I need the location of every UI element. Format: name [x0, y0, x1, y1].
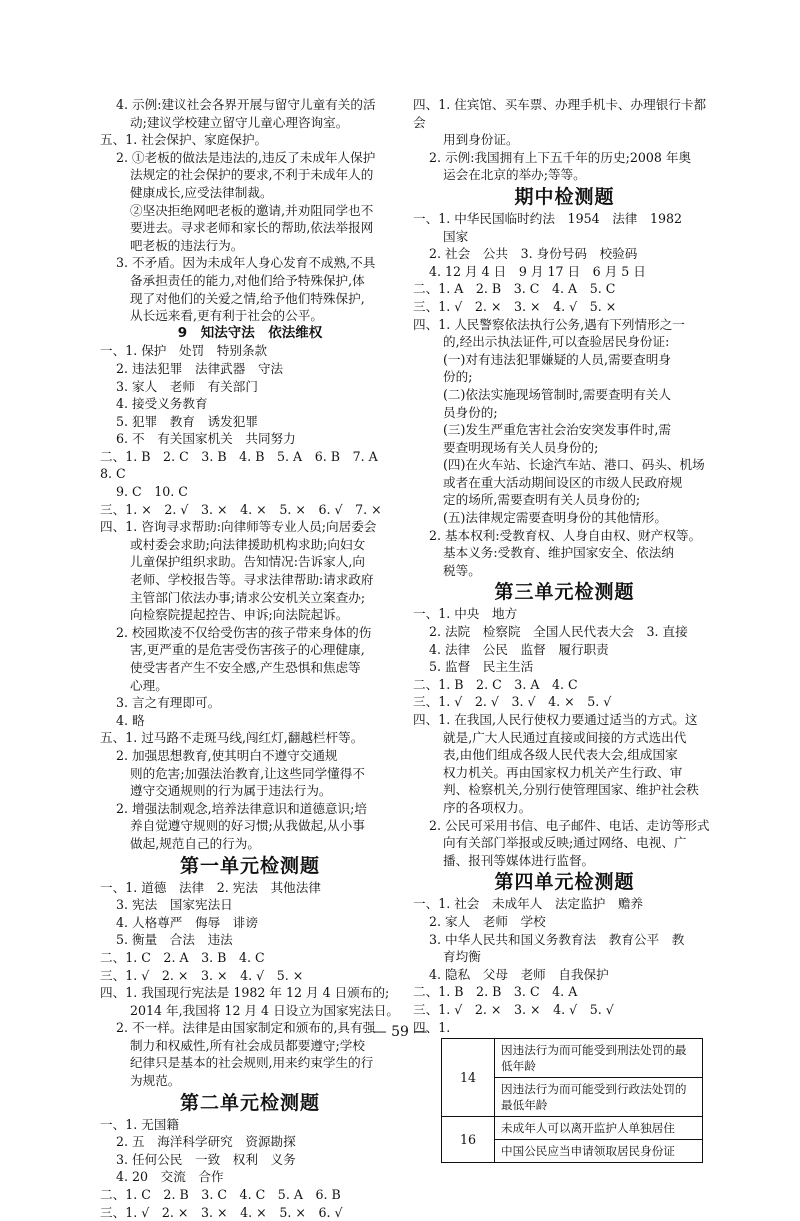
answer-line: 二、1. A 2. B 3. C 4. A 5. C	[413, 281, 616, 297]
answer-line: 四、1. 在我国,人民行使权力要通过适当的方式。这	[413, 712, 698, 727]
answer-line: 就是,广大人民通过直接或间接的方式选出代	[443, 729, 687, 745]
answer-line: 6. 不 有关国家机关 共同努力	[116, 431, 296, 447]
page-number: — 59 —	[372, 1024, 428, 1040]
answer-line: (二)依法实施现场管制时,需要查明有关人	[443, 386, 671, 402]
answer-line: 三、1. × 2. √ 3. × 4. × 5. × 6. √ 7. ×	[100, 501, 382, 517]
right-column-lines	[413, 96, 716, 1036]
answer-line: 2. 不一样。法律是由国家制定和颁布的,具有强	[116, 1020, 376, 1036]
answer-line: 向有关部门举报或反映;通过网络、电视、广	[443, 835, 687, 851]
answer-line: 3. 不矛盾。因为未成年人身心发育不成熟,不具	[116, 255, 376, 271]
answer-line: 3. 宪法 国家宪法日	[116, 897, 233, 913]
answer-line: (一)对有违法犯罪嫌疑的人员,需要查明身	[443, 351, 671, 367]
answer-line: 一、1. 道德 法律 2. 宪法 其他法律	[100, 879, 321, 895]
answer-line: 法规定的社会保护的要求,不利于未成年人的	[130, 167, 374, 183]
answer-line: 定的场所,需要查明有关人员身份的;	[443, 492, 641, 508]
answer-line: 害,更严重的是危害受伤害孩子的心理健康,	[130, 642, 365, 658]
table-row	[442, 1117, 703, 1140]
answer-line: 四、1.	[413, 1019, 451, 1035]
answer-line: 2. 家人 老师 学校	[429, 913, 546, 929]
answer-line: 纪律只是基本的社会规则,用来约束学生的行	[130, 1055, 374, 1071]
answer-line: 三、1. √ 2. × 3. × 4. √ 5. √	[413, 1001, 614, 1017]
section-heading: 第二单元检测题	[179, 1091, 320, 1114]
answer-line: 现了对他们的关爱之情,给予他们特殊保护,	[130, 290, 365, 306]
answer-line: 五、1. 社会保护、家庭保护。	[100, 132, 268, 148]
answer-line: 一、1. 社会 未成年人 法定监护 赡养	[413, 896, 644, 912]
section-heading: 第三单元检测题	[494, 581, 635, 604]
answer-line: 从长远来看,更有利于社会的公平。	[130, 308, 323, 324]
answer-line: 三、1. √ 2. × 3. × 4. √ 5. ×	[100, 967, 304, 983]
answer-line: 5. 监督 民主生活	[429, 659, 534, 675]
age-table	[441, 1038, 703, 1163]
answer-line: 序的各项权力。	[443, 799, 532, 815]
section-heading: 第一单元检测题	[179, 854, 320, 877]
answer-line: 或村委会求助;向法律援助机构求助;向妇女	[130, 536, 366, 552]
answer-line: 3. 任何公民 一致 权利 义务	[116, 1151, 296, 1167]
answer-line: 育均衡	[443, 949, 481, 965]
answer-line: 五、1. 过马路不走斑马线,闯红灯,翻越栏杆等。	[100, 730, 364, 746]
answer-line: 备承担责任的能力,对他们给予特殊保护,体	[130, 272, 365, 288]
answer-line: 三、1. √ 2. √ 3. √ 4. × 5. √	[413, 694, 612, 710]
answer-line: 用到身份证。	[443, 132, 519, 148]
answer-line: 2. 增强法制观念,培养法律意识和道德意识;培	[116, 800, 367, 816]
answer-line: 遵守交通规则的行为属于违法行为。	[130, 783, 332, 799]
answer-line: 4. 12 月 4 日 9 月 17 日 6 月 5 日	[429, 263, 646, 279]
answer-line: 四、1. 人民警察依法执行公务,遇有下列情形之一	[413, 316, 685, 332]
answer-line: (五)法律规定需要查明身份的其他情形。	[443, 510, 667, 526]
right-column	[413, 96, 716, 1163]
answer-line: 要进去。寻求老师和家长的帮助,依法举报网	[130, 220, 374, 236]
answer-line: 一、1. 保护 处罚 特别条款	[100, 343, 268, 359]
answer-line: 吧老板的违法行为。	[130, 237, 244, 253]
answer-line: 二、1. C 2. A 3. B 4. C	[100, 949, 265, 965]
answer-line: 的,经出示执法证件,可以查验居民身份证:	[443, 334, 670, 350]
answer-line: 健康成长,应受法律制裁。	[130, 184, 273, 200]
answer-line: 要查明现场有关人员身份的;	[443, 439, 599, 455]
answer-line: 2. 违法犯罪 法律武器 守法	[116, 360, 284, 376]
table-cell: 中国公民应当申请领取居民身份证	[495, 1140, 703, 1163]
answer-line: 国家	[443, 228, 469, 244]
answer-line: 心理。	[130, 677, 168, 693]
answer-line: 养自觉遵守规则的好习惯;从我做起,从小事	[130, 818, 365, 834]
answer-line: ②坚决拒绝网吧老板的邀请,并劝阻同学也不	[130, 202, 374, 218]
answer-line: 4. 20 交流 合作	[116, 1169, 224, 1185]
table-cell: 因违法行为而可能受到行政法处罚的最低年龄	[495, 1078, 703, 1117]
answer-line: 使受害者产生不安全感,产生恐惧和焦虑等	[130, 660, 361, 675]
answer-line: 播、报刊等媒体进行监督。	[443, 852, 595, 868]
answer-line: 向检察院提起控告、申诉;向法院起诉。	[130, 607, 349, 623]
answer-line: 制力和权威性,所有社会成员都要遵守;学校	[130, 1037, 365, 1053]
answer-line: 4. 人格尊严 侮辱 诽谤	[116, 914, 258, 930]
section-heading: 9 知法守法 依法维权	[177, 324, 323, 341]
answer-line: 员身份的;	[443, 404, 498, 420]
answer-line: 表,由他们组成各级人民代表大会,组成国家	[443, 747, 678, 763]
answer-line: 则的危害;加强法治教育,让这些同学懂得不	[130, 765, 365, 781]
answer-line: 四、1. 住宾馆、买车票、办理手机卡、办理银行卡都会	[413, 97, 707, 130]
answer-line: 3. 中华人民共和国义务教育法 教育公平 教	[429, 931, 685, 947]
answer-line: 2. 示例:我国拥有上下五千年的历史;2008 年奥	[429, 149, 692, 165]
section-heading: 第四单元检测题	[494, 871, 635, 894]
answer-line: 二、1. B 2. C 3. B 4. B 5. A 6. B 7. A 8. C	[100, 448, 391, 482]
answer-line: 老师、学校报告等。寻求法律帮助:请求政府	[130, 572, 374, 588]
table-cell: 未成年人可以离开监护人单独居住	[495, 1117, 703, 1140]
answer-line: 4. 略	[116, 712, 145, 728]
answer-line: 3. 言之有理即可。	[116, 695, 221, 711]
answer-line: 4. 法律 公民 监督 履行职责	[429, 641, 609, 657]
answer-line: 权力机关。再由国家权力机关产生行政、审	[443, 764, 683, 780]
answer-line: 2014 年,我国将 12 月 4 日设立为国家宪法日。	[130, 1002, 400, 1018]
answer-line: 动;建议学校建立留守儿童心理咨询室。	[130, 114, 349, 130]
answer-line: 5. 衡量 合法 违法	[116, 932, 233, 948]
answer-line: 为规范。	[130, 1073, 181, 1089]
answer-line: 三、1. √ 2. × 3. × 4. × 5. × 6. √	[100, 1204, 343, 1220]
answer-line: (三)发生严重危害社会治安突发事件时,需	[443, 422, 671, 438]
answer-line: 2. 加强思想教育,使其明白不遵守交通规	[116, 747, 338, 763]
answer-line: 二、1. B 2. B 3. C 4. A	[413, 984, 578, 1000]
answer-line: 税等。	[443, 562, 481, 578]
age-cell: 16	[442, 1117, 495, 1163]
answer-line: 2. 五 海洋科学研究 资源勘探	[116, 1134, 296, 1150]
answer-line: 一、1. 无国籍	[100, 1116, 179, 1132]
answer-line: 2. 法院 检察院 全国人民代表大会 3. 直接	[429, 624, 688, 640]
answer-line: 判、检察机关,分别行使管理国家、维护社会秩	[443, 782, 699, 798]
answer-line: (四)在火车站、长途汽车站、港口、码头、机场	[443, 457, 705, 473]
table-cell: 因违法行为而可能受到刑法处罚的最低年龄	[495, 1039, 703, 1078]
left-column	[100, 96, 400, 1221]
answer-line: 4. 接受义务教育	[116, 396, 208, 412]
answer-line: 或者在重大活动期间设区的市级人民政府规	[443, 474, 683, 490]
answer-line: 2. ①老板的做法是违法的,违反了未成年人保护	[116, 149, 376, 165]
answer-line: 三、1. √ 2. × 3. × 4. √ 5. ×	[413, 298, 617, 314]
answer-line: 二、1. B 2. C 3. A 4. C	[413, 676, 578, 692]
answer-line: 2. 公民可采用书信、电子邮件、电话、走访等形式	[429, 817, 710, 833]
answer-line: 一、1. 中华民国临时约法 1954 法律 1982	[413, 210, 683, 226]
answer-line: 二、1. C 2. B 3. C 4. C 5. A 6. B	[100, 1187, 341, 1203]
answer-line: 份的;	[443, 369, 473, 385]
age-cell: 14	[442, 1039, 495, 1117]
answer-line: 2. 社会 公共 3. 身份号码 校验码	[429, 246, 638, 262]
answer-line: 基本义务:受教育、维护国家安全、依法纳	[443, 545, 674, 561]
answer-line: 运会在北京的举办;等等。	[443, 167, 586, 183]
answer-line: 儿童保护组织求助。告知情况:告诉家人,向	[130, 554, 365, 570]
table-row	[442, 1039, 703, 1078]
answer-line: 4. 隐私 父母 老师 自我保护	[429, 966, 609, 982]
answer-line: 4. 示例:建议社会各界开展与留守儿童有关的活	[116, 97, 376, 112]
answer-line: 9. C 10. C	[116, 484, 188, 500]
answer-line: 四、1. 咨询寻求帮助:向律师等专业人员;向居委会	[100, 519, 377, 535]
answer-line: 2. 基本权利:受教育权、人身自由权、财产权等。	[429, 527, 702, 543]
answer-line: 四、1. 我国现行宪法是 1982 年 12 月 4 日颁布的;	[100, 985, 390, 1001]
answer-line: 5. 犯罪 教育 诱发犯罪	[116, 413, 258, 429]
answer-line: 一、1. 中央 地方	[413, 606, 518, 622]
answer-line: 主管部门依法办事;请求公安机关立案查办;	[130, 589, 366, 605]
answer-line: 3. 家人 老师 有关部门	[116, 378, 258, 394]
section-heading: 期中检测题	[514, 185, 615, 208]
answer-line: 做起,规范自己的行为。	[130, 835, 260, 851]
answer-line: 2. 校园欺凌不仅给受伤害的孩子带来身体的伤	[116, 624, 372, 640]
